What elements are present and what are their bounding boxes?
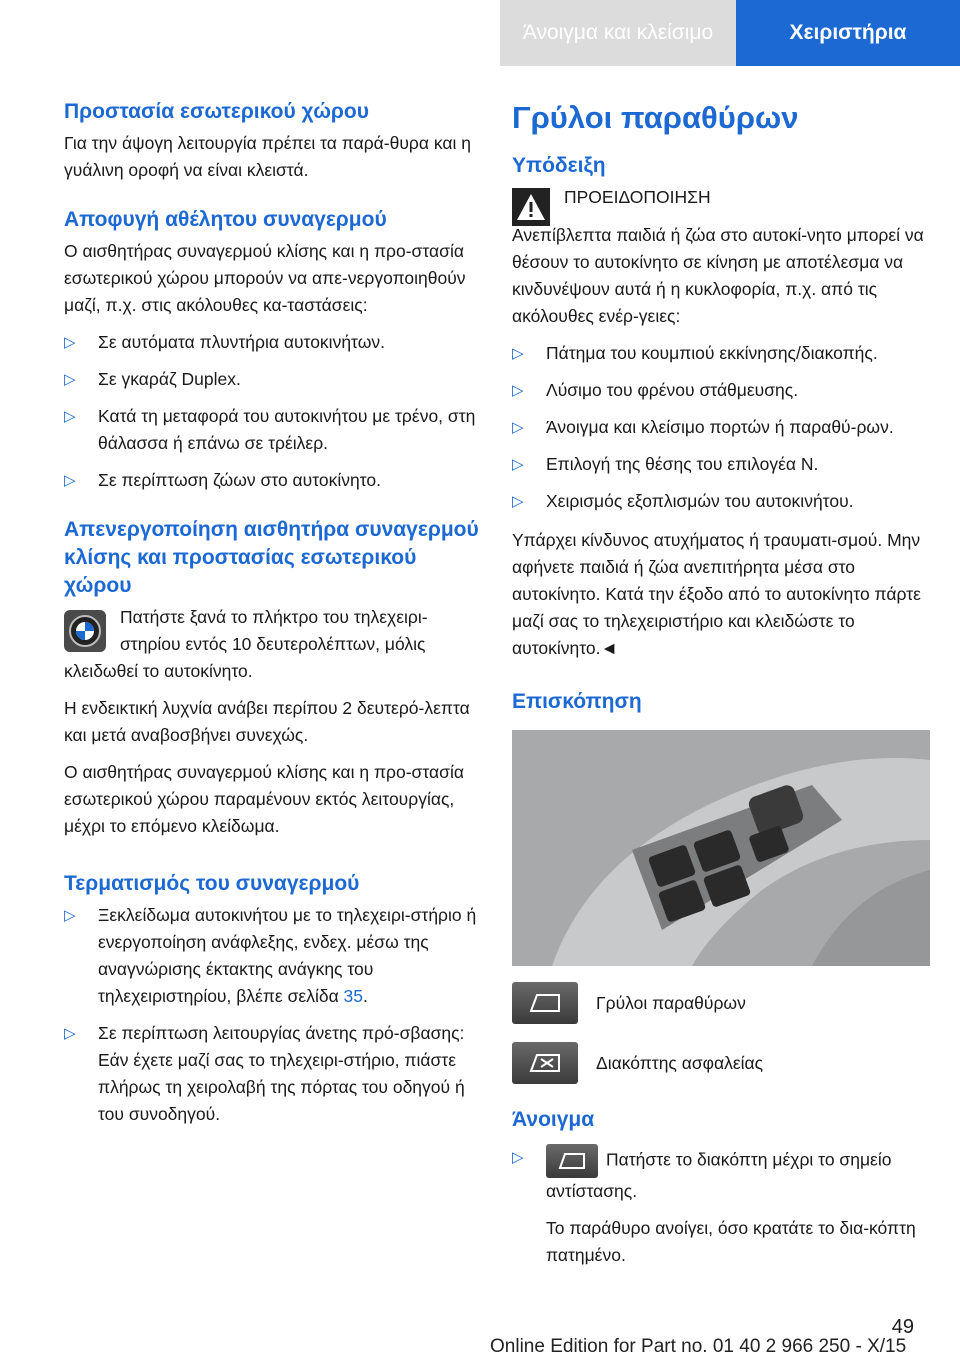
chapter-tab: Χειριστήρια <box>736 0 960 66</box>
bullet-arrow-icon: ▷ <box>512 382 524 399</box>
window-switch-icon <box>512 982 578 1024</box>
bullet-list <box>512 340 930 515</box>
list-item: ▷ Πάτημα του κουμπιού εκκίνησης/διακοπής. <box>512 340 930 367</box>
legend-row <box>512 982 930 1024</box>
bullet-arrow-icon: ▷ <box>64 1025 76 1042</box>
section-title: Επισκόπηση <box>512 690 642 713</box>
warning-text: Ανεπίβλεπτα παιδιά ή ζώα στο αυτοκί‐νητο μπορεί να θέσουν το αυτοκίνητο σε κίνηση με αποτέλεσμα να κινδυνέψουν αυτά ή η κυκλοφορία, π.χ. από τις ακόλουθες ενέρ‐γειες: <box>512 225 924 326</box>
footer <box>0 1316 960 1362</box>
warning-icon <box>512 188 550 226</box>
bullet-arrow-icon: ▷ <box>512 345 524 362</box>
bullet-arrow-icon: ▷ <box>512 1149 524 1166</box>
paragraph: Η ενδεικτική λυχνία ανάβει περίπου 2 δευτερό‐λεπτα και μετά αναβοσβήνει συνεχώς. <box>64 698 470 745</box>
section-title: Αποφυγή αθέλητου συναγερμού <box>64 208 387 231</box>
section-title: Απενεργοποίηση αισθητήρα συναγερμού κλίσης και προστασίας εσωτερικού χώρου <box>64 518 479 597</box>
section-title: Άνοιγμα <box>512 1108 595 1131</box>
paragraph: Ο αισθητήρας συναγερμού κλίσης και η προ‐στασία εσωτερικού χώρου παραμένουν εκτός λειτουργίας, μέχρι το επόμενο κλείδωμα. <box>64 762 464 836</box>
page-number: 49 <box>891 1316 914 1338</box>
paragraph: Για την άψογη λειτουργία πρέπει τα παρά‐θυρα και η γυάλινη οροφή να είναι κλειστά. <box>64 133 471 180</box>
bullet-list <box>64 902 480 1128</box>
list-item: ▷ Σε γκαράζ Duplex. <box>64 366 480 393</box>
list-item: ▷ Σε αυτόματα πλυντήρια αυτοκινήτων. <box>64 329 480 356</box>
safety-switch-icon <box>512 1042 578 1084</box>
edition-text: Online Edition for Part no. 01 40 2 966 250 - X/15 <box>490 1336 907 1357</box>
legend-row <box>512 1042 930 1084</box>
list-item: ▷ Λύσιμο του φρένου στάθμευσης. <box>512 377 930 404</box>
warning-end: Υπάρχει κίνδυνος ατυχήματος ή τραυματι‐σμού. Μην αφήνετε παιδιά ή ζώα ανεπιτήρητα μέσα στο αυτοκίνητο. Κατά την έξοδο από το αυτοκίνητο πάρτε μαζί σας το τηλεχειριστήριο και κλειδώστε το αυτοκίνητο.◄ <box>512 530 921 658</box>
warning-block <box>512 184 930 226</box>
list-item: ▷ Επιλογή της θέσης του επιλογέα N. <box>512 451 930 478</box>
list-item: ▷ Άνοιγμα και κλείσιμο πορτών ή παραθύ‐ρων. <box>512 414 930 441</box>
paragraph: Ο αισθητήρας συναγερμού κλίσης και η προ‐στασία εσωτερικού χώρου μπορούν να απε‐νεργοποιηθούν μαζί, π.χ. στις ακόλουθες κα‐ταστάσεις: <box>64 241 466 315</box>
list-item: ▷ Πατήστε το διακόπτη μέχρι το σημείο αντίστασης. <box>512 1144 930 1205</box>
header-bar <box>0 0 960 66</box>
paragraph: Πατήστε ξανά το πλήκτρο του τηλεχειρι‐στηρίου εντός 10 δευτερολέπτων, μόλις κλειδωθεί το αυτοκίνητο. <box>64 607 428 681</box>
window-switch-photo <box>512 730 930 966</box>
bullet-arrow-icon: ▷ <box>512 419 524 436</box>
paragraph: Το παράθυρο ανοίγει, όσο κρατάτε το δια‐κόπτη πατημένο. <box>546 1218 916 1265</box>
chapter-title: Γρύλοι παραθύρων <box>512 100 799 135</box>
section-title: Τερματισμός του συναγερμού <box>64 872 360 895</box>
list-item: ▷ Κατά τη μεταφορά του αυτοκινήτου με τρένο, στη θάλασσα ή επάνω σε τρέιλερ. <box>64 403 480 457</box>
note-title: Υπόδειξη <box>512 154 606 177</box>
bullet-list <box>64 329 480 494</box>
legend-label: Γρύλοι παραθύρων <box>596 992 746 1013</box>
bullet-arrow-icon: ▷ <box>64 371 76 388</box>
remote-key-icon <box>64 610 106 652</box>
bullet-arrow-icon: ▷ <box>64 334 76 351</box>
list-item: ▷ Χειρισμός εξοπλισμών του αυτοκινήτου. <box>512 488 930 515</box>
bullet-arrow-icon: ▷ <box>64 907 76 924</box>
bullet-arrow-icon: ▷ <box>512 456 524 473</box>
left-column <box>64 98 480 1150</box>
page-link[interactable]: 35 <box>343 986 364 1006</box>
bullet-arrow-icon: ▷ <box>64 408 76 425</box>
bullet-arrow-icon: ▷ <box>64 472 76 489</box>
right-column <box>512 98 930 1279</box>
bullet-arrow-icon: ▷ <box>512 493 524 510</box>
list-item: ▷ Σε περίπτωση λειτουργίας άνετης πρό‐σβασης: Εάν έχετε μαζί σας το τηλεχειρι‐στήριο, πιάστε πλήρως τη χειρολαβή της πόρτας του οδηγού ή του συνοδηγού. <box>64 1020 480 1128</box>
section-title: Προστασία εσωτερικού χώρου <box>64 100 369 123</box>
window-switch-icon <box>546 1144 598 1178</box>
warning-label: ΠΡΟΕΙΔΟΠΟΙΗΣΗ <box>564 187 711 207</box>
bullet-list <box>512 1144 930 1205</box>
section-tab: Άνοιγμα και κλείσιμο <box>500 0 736 66</box>
list-item: ▷ Σε περίπτωση ζώων στο αυτοκίνητο. <box>64 467 480 494</box>
list-item: ▷ Ξεκλείδωμα αυτοκινήτου με το τηλεχειρι‐στήριο ή ενεργοποίηση ανάφλεξης, ενδεχ. μέσω της αναγνώρισης έκτακτης ανάγκης του τηλεχειριστηρίου, βλέπε σελίδα 35. <box>64 902 480 1010</box>
legend-label: Διακόπτης ασφαλείας <box>596 1052 764 1073</box>
